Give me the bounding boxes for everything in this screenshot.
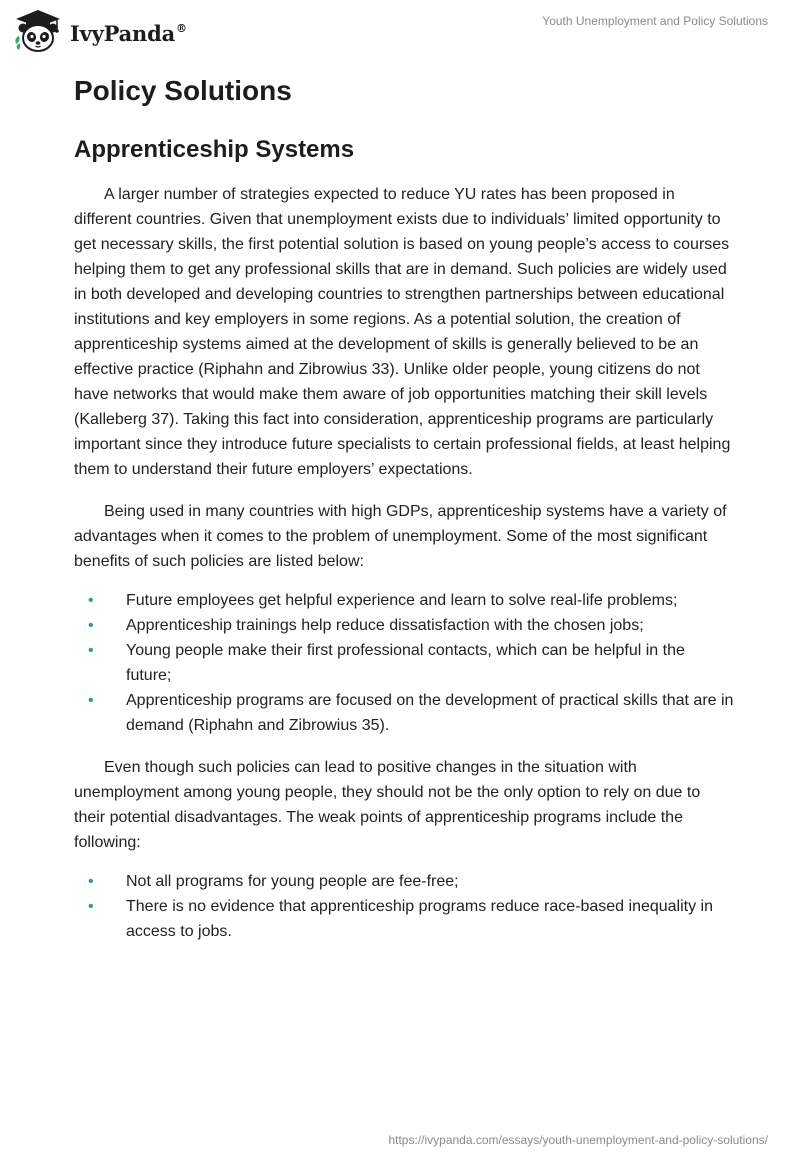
- page-header: [0, 0, 800, 60]
- list-item: [74, 613, 734, 638]
- list-item-text: Apprenticeship programs are focused on the development of practical skills that are in demand (Riphahn and Zibrowius 35).: [126, 692, 734, 734]
- bullet-icon: •: [88, 592, 94, 609]
- source-url-link[interactable]: https://ivypanda.com/essays/youth-unemployment-and-policy-solutions/: [388, 1133, 768, 1147]
- paragraph-benefits-intro: Being used in many countries with high GDPs, apprenticeship systems have a variety of advantages when it comes to the problem of unemployment. Some of the most significant benefits of such policies are listed below:: [74, 503, 727, 570]
- weaknesses-list: [74, 869, 734, 944]
- list-item: [74, 894, 734, 944]
- list-item: [74, 588, 734, 613]
- page-title: Policy Solutions: [74, 75, 292, 106]
- list-item-text: Future employees get helpful experience and learn to solve real-life problems;: [126, 592, 678, 609]
- running-title: Youth Unemployment and Policy Solutions: [542, 14, 768, 28]
- list-item-text: There is no evidence that apprenticeship programs reduce race-based inequality in access to jobs.: [126, 898, 714, 940]
- brand-name: IvyPanda®: [70, 20, 187, 46]
- list-item: [74, 638, 734, 688]
- list-item-text: Young people make their first professional contacts, which can be helpful in the future;: [126, 642, 685, 684]
- bullet-icon: •: [88, 692, 94, 709]
- registered-mark: ®: [176, 21, 187, 35]
- list-item-text: Not all programs for young people are fee-free;: [126, 873, 459, 890]
- panda-graduate-icon: [12, 8, 64, 54]
- article-body: [74, 70, 734, 944]
- list-item: [74, 688, 734, 738]
- benefits-list: [74, 588, 734, 738]
- list-item: [74, 869, 734, 894]
- list-item-text: Apprenticeship trainings help reduce dissatisfaction with the chosen jobs;: [126, 617, 644, 634]
- bullet-icon: •: [88, 642, 94, 659]
- bullet-icon: •: [88, 873, 94, 890]
- bullet-icon: •: [88, 617, 94, 634]
- paragraph-weaknesses-intro: Even though such policies can lead to positive changes in the situation with unemployment among young people, they should not be the only option to rely on due to their potential disadvantages. The weak points of apprenticeship programs include the following:: [74, 759, 701, 851]
- brand-logo[interactable]: [12, 8, 187, 54]
- bullet-icon: •: [88, 898, 94, 915]
- section-heading: Apprenticeship Systems: [74, 136, 355, 163]
- paragraph-intro: A larger number of strategies expected to reduce YU rates has been proposed in different countries. Given that unemployment exists due to individuals’ limited opportunity to get necessary skills, the first potential solution is based on young people’s access to courses helping them to get any professional skills that are in demand. Such policies are widely used in both developed and developing countries to strengthen partnerships between educational institutions and key employers in some regions. As a potential solution, the creation of apprenticeship systems aimed at the development of skills is generally believed to be an effective practice (Riphahn and Zibrowius 33). Unlike older people, young citizens do not have networks that would make them aware of job opportunities matching their skill levels (Kalleberg 37). Taking this fact into consideration, apprenticeship programs are particularly important since they introduce future specialists to certain professional fields, at least helping them to understand their future employers’ expectations.: [74, 186, 731, 478]
